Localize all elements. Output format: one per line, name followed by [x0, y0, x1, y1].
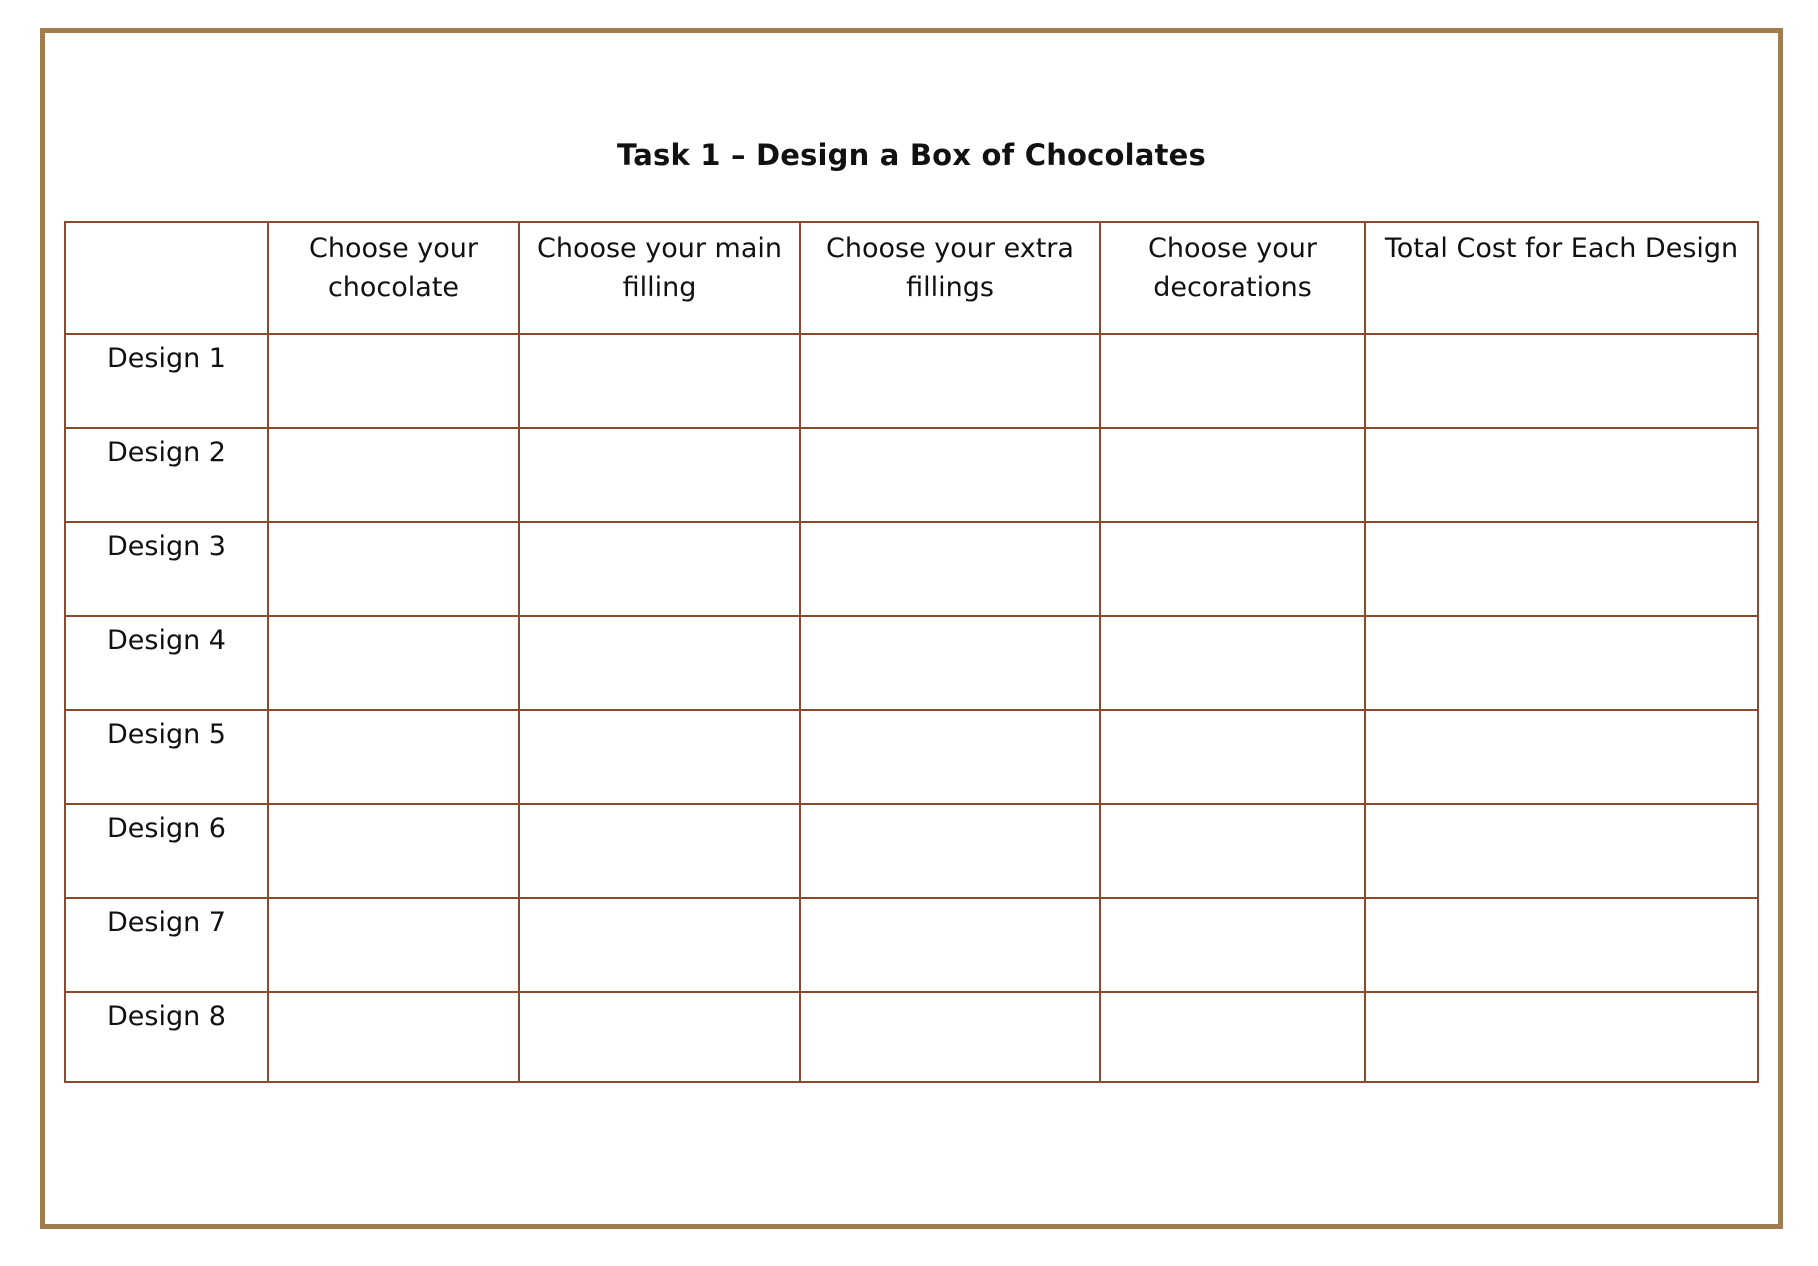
table-row [65, 616, 1758, 710]
table-row [65, 710, 1758, 804]
main-filling-cell[interactable] [519, 616, 800, 710]
chocolate-cell[interactable] [268, 428, 519, 522]
total-cost-cell[interactable] [1365, 992, 1758, 1082]
main-filling-cell[interactable] [519, 992, 800, 1082]
row-label: Design 3 [65, 522, 268, 616]
extra-fillings-cell[interactable] [800, 334, 1100, 428]
row-label: Design 8 [65, 992, 268, 1082]
extra-fillings-cell[interactable] [800, 616, 1100, 710]
total-cost-cell[interactable] [1365, 428, 1758, 522]
decorations-cell[interactable] [1100, 804, 1365, 898]
chocolate-cell[interactable] [268, 898, 519, 992]
main-filling-cell[interactable] [519, 804, 800, 898]
table-row [65, 898, 1758, 992]
column-header-total-cost: Total Cost for Each Design [1365, 222, 1758, 334]
chocolate-cell[interactable] [268, 522, 519, 616]
decorations-cell[interactable] [1100, 334, 1365, 428]
extra-fillings-cell[interactable] [800, 898, 1100, 992]
decorations-cell[interactable] [1100, 522, 1365, 616]
row-label: Design 5 [65, 710, 268, 804]
main-filling-cell[interactable] [519, 522, 800, 616]
total-cost-cell[interactable] [1365, 804, 1758, 898]
chocolate-cell[interactable] [268, 992, 519, 1082]
table-row [65, 522, 1758, 616]
chocolate-cell[interactable] [268, 804, 519, 898]
column-header-decorations: Choose your decorations [1100, 222, 1365, 334]
main-filling-cell[interactable] [519, 428, 800, 522]
extra-fillings-cell[interactable] [800, 428, 1100, 522]
main-filling-cell[interactable] [519, 898, 800, 992]
table-row [65, 428, 1758, 522]
total-cost-cell[interactable] [1365, 334, 1758, 428]
corner-header-cell [65, 222, 268, 334]
table-row [65, 804, 1758, 898]
chocolate-cell[interactable] [268, 334, 519, 428]
main-filling-cell[interactable] [519, 334, 800, 428]
extra-fillings-cell[interactable] [800, 992, 1100, 1082]
extra-fillings-cell[interactable] [800, 522, 1100, 616]
design-table [64, 221, 1759, 1083]
column-header-extra-fillings: Choose your extra fillings [800, 222, 1100, 334]
total-cost-cell[interactable] [1365, 616, 1758, 710]
row-label: Design 2 [65, 428, 268, 522]
header-row [65, 222, 1758, 334]
extra-fillings-cell[interactable] [800, 804, 1100, 898]
column-header-main-filling: Choose your main filling [519, 222, 800, 334]
main-filling-cell[interactable] [519, 710, 800, 804]
chocolate-cell[interactable] [268, 616, 519, 710]
decorations-cell[interactable] [1100, 616, 1365, 710]
decorations-cell[interactable] [1100, 428, 1365, 522]
extra-fillings-cell[interactable] [800, 710, 1100, 804]
row-label: Design 4 [65, 616, 268, 710]
total-cost-cell[interactable] [1365, 522, 1758, 616]
decorations-cell[interactable] [1100, 992, 1365, 1082]
chocolate-cell[interactable] [268, 710, 519, 804]
total-cost-cell[interactable] [1365, 710, 1758, 804]
worksheet-title: Task 1 – Design a Box of Chocolates [617, 138, 1206, 172]
total-cost-cell[interactable] [1365, 898, 1758, 992]
column-header-chocolate: Choose your chocolate [268, 222, 519, 334]
row-label: Design 1 [65, 334, 268, 428]
decorations-cell[interactable] [1100, 898, 1365, 992]
row-label: Design 7 [65, 898, 268, 992]
decorations-cell[interactable] [1100, 710, 1365, 804]
table-row [65, 334, 1758, 428]
table-row [65, 992, 1758, 1082]
row-label: Design 6 [65, 804, 268, 898]
